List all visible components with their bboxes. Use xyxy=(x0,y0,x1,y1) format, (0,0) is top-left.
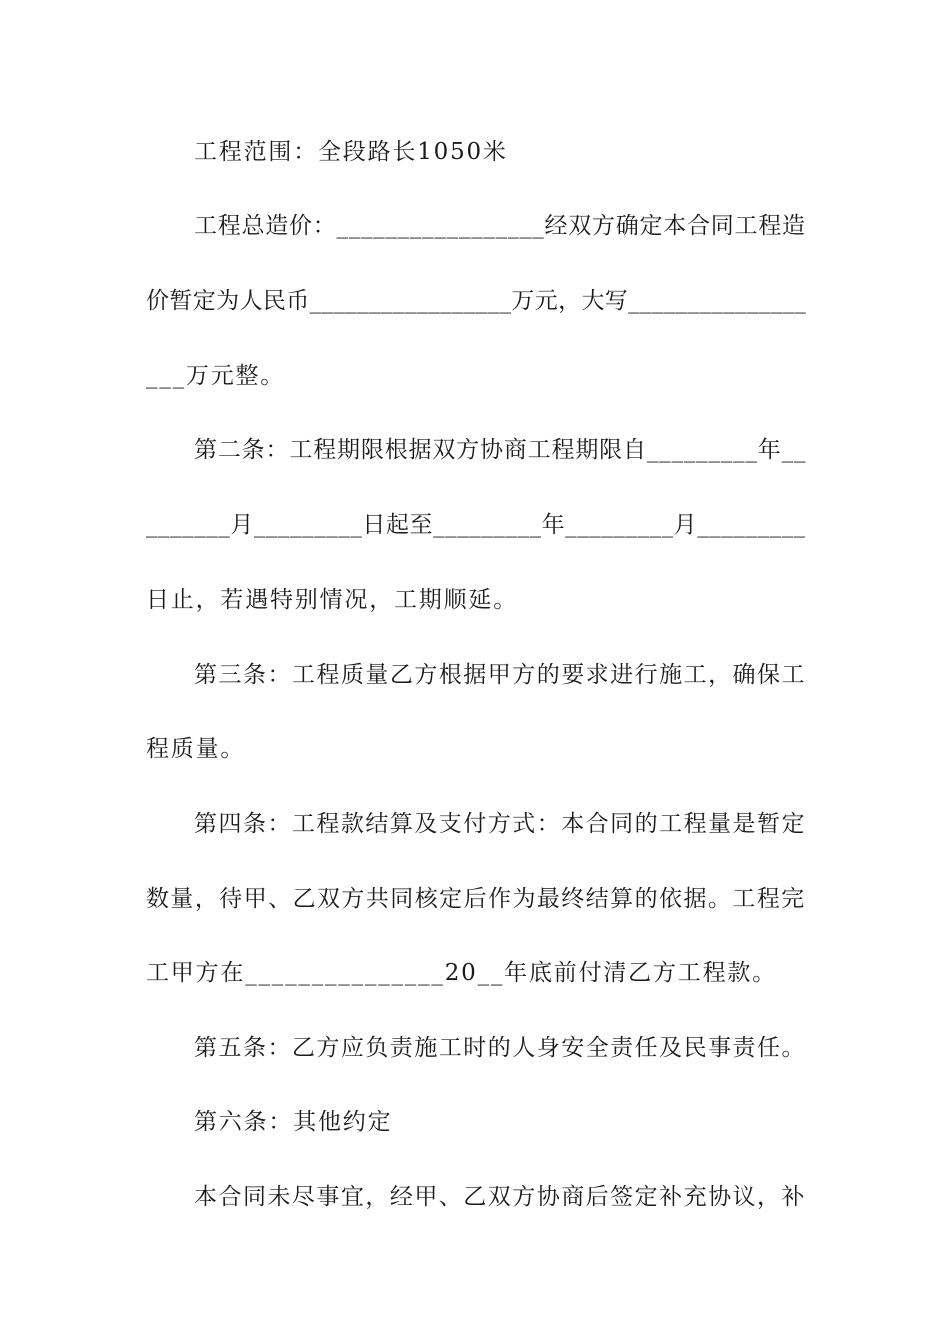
text-line: 工程总造价：_________________经双方确定本合同工程造 xyxy=(194,213,806,239)
text-line: 第六条：其他约定 xyxy=(194,1109,393,1135)
text-line: _______月_________日起至_________年_________月_________ xyxy=(146,512,806,538)
text-line: 第四条：工程款结算及支付方式：本合同的工程量是暂定 xyxy=(194,811,806,837)
text-line: 日止，若遇特别情况，工期顺延。 xyxy=(146,587,518,613)
text-line: 价暂定为人民币_________________万元，大写_______________ xyxy=(146,288,807,314)
text-line: 第五条：乙方应负责施工时的人身安全责任及民事责任。 xyxy=(194,1035,806,1061)
text-line: 本合同未尽事宜，经甲、乙双方协商后签定补充协议，补 xyxy=(194,1184,806,1210)
text-line: 第二条：工程期限根据双方协商工程期限自_________年__ xyxy=(194,437,807,463)
text-line: 工甲方在_______________20__年底前付清乙方工程款。 xyxy=(146,960,777,986)
text-line: 工程范围：全段路长1050米 xyxy=(194,139,508,165)
text-line: 第三条：工程质量乙方根据甲方的要求进行施工，确保工 xyxy=(194,662,806,688)
text-line: 数量，待甲、乙双方共同核定后作为最终结算的依据。工程完 xyxy=(146,886,806,912)
text-line: ___万元整。 xyxy=(146,363,286,389)
text-line: 程质量。 xyxy=(146,736,246,762)
